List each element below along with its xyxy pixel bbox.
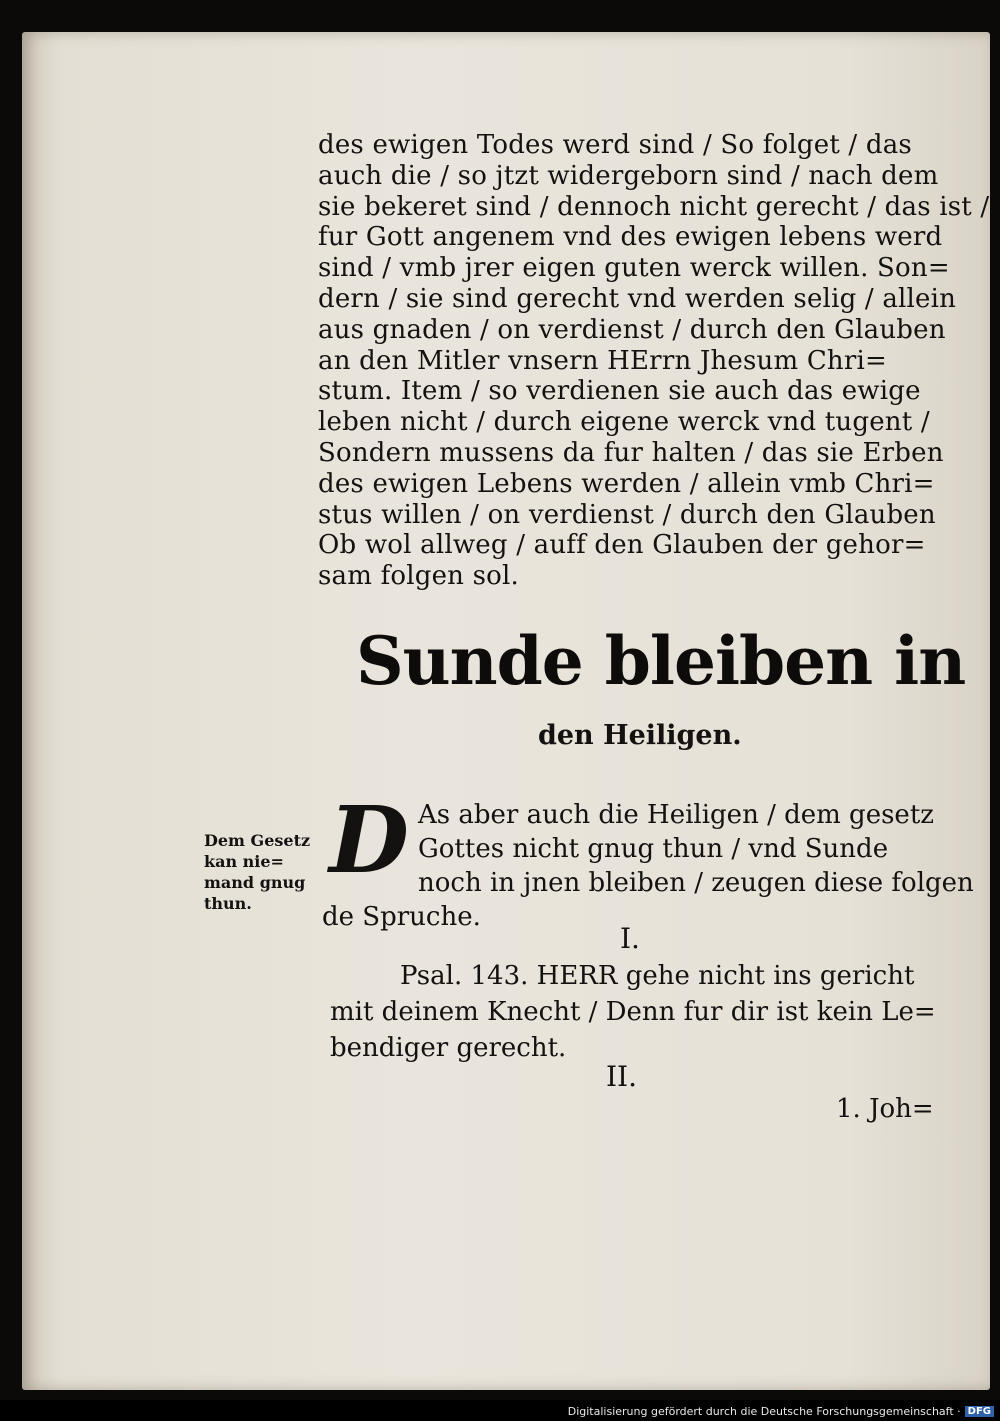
- marginal-note: [204, 830, 324, 914]
- text-line: sind / vmb jrer eigen guten werck willen. Son=: [318, 253, 950, 284]
- text-line: stus willen / on verdienst / durch den Glauben: [318, 499, 936, 530]
- body-paragraph: [318, 130, 990, 592]
- text-line: fur Gott angenem vnd des ewigen lebens werd: [318, 222, 943, 253]
- roman-numeral: II.: [606, 1060, 638, 1093]
- text-line: mit deinem Knecht / Denn fur dir ist kein Le=: [330, 997, 936, 1027]
- text-line: des ewigen Lebens werden / allein vmb Chri=: [318, 468, 935, 499]
- text-line: Sondern mussens da fur halten / das sie Erben: [318, 437, 944, 468]
- text-line: aus gnaden / on verdienst / durch den Glauben: [318, 314, 946, 345]
- catchword: 1. Joh=: [836, 1094, 934, 1124]
- text-line: Ob wol allweg / auff den Glauben der gehor=: [318, 530, 926, 561]
- text-line: stum. Item / so verdienen sie auch das ewige: [318, 376, 921, 407]
- text-line: an den Mitler vnsern HErrn Jhesum Chri=: [318, 345, 887, 376]
- text-line: sie bekeret sind / dennoch nicht gerecht / das ist /: [318, 191, 990, 222]
- marginal-line: Dem Gesetz: [204, 831, 311, 850]
- text-line: dern / sie sind gerecht vnd werden selig / allein: [318, 283, 957, 314]
- text-line: As aber auch die Heiligen / dem gesetz: [418, 800, 934, 830]
- text-line: bendiger gerecht.: [330, 1033, 567, 1063]
- roman-numeral: I.: [620, 922, 640, 955]
- intro-paragraph: [322, 798, 974, 934]
- text-line: Gottes nicht gnug thun / vnd Sunde: [418, 834, 889, 864]
- section-subheading: den Heiligen.: [538, 720, 742, 751]
- text-line: leben nicht / durch eigene werck vnd tugent /: [318, 407, 930, 438]
- text-line: Psal. 143. HERR gehe nicht ins gericht: [400, 961, 915, 991]
- marginal-line: mand gnug: [204, 873, 306, 892]
- footer-text: Digitalisierung gefördert durch die Deutsche Forschungsgemeinschaft ·: [567, 1405, 961, 1418]
- decorated-initial: D: [329, 786, 409, 894]
- marginal-line: thun.: [204, 894, 252, 913]
- text-line: de Spruche.: [322, 902, 481, 932]
- scripture-quote: [330, 958, 940, 1066]
- footer-credit: [568, 1405, 994, 1418]
- text-line: sam folgen sol.: [318, 561, 519, 592]
- text-line: noch in jnen bleiben / zeugen diese folgen: [418, 868, 974, 898]
- text-line: auch die / so jtzt widergeborn sind / nach dem: [318, 160, 939, 191]
- marginal-line: kan nie=: [204, 852, 284, 871]
- text-line: des ewigen Todes werd sind / So folget / das: [318, 130, 912, 160]
- section-heading: Sunde bleiben in: [356, 622, 966, 700]
- dfg-logo: DFG: [965, 1406, 994, 1417]
